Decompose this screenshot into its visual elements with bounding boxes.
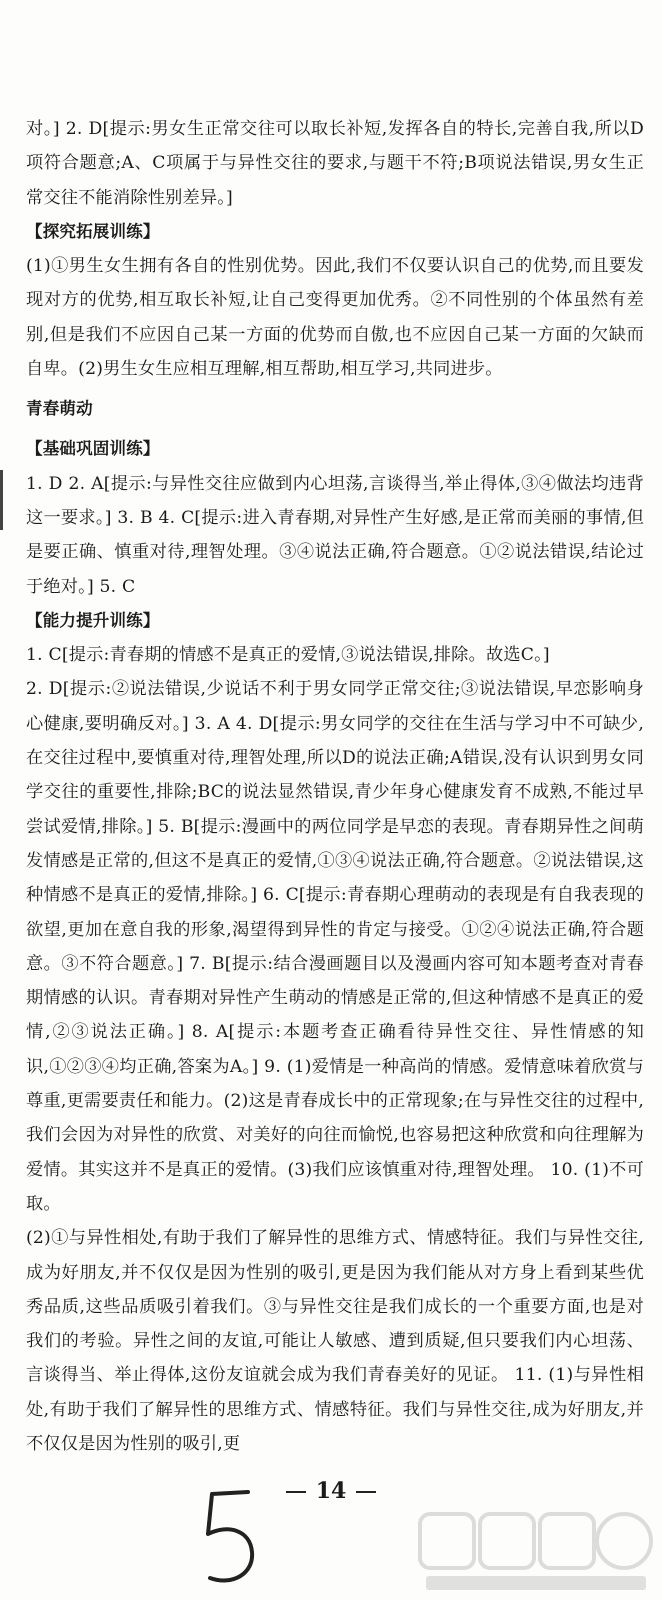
answer-content [26,112,644,1461]
section-head-basic: 【基础巩固训练】 [26,439,160,459]
footer-dash-left [286,1491,306,1493]
footer-dash-right [356,1491,376,1493]
binding-mark [0,470,3,530]
paragraph-top: 对。] 2. D[提示:男女生正常交往可以取长补短,发挥各自的特长,完善自我,所以D项符合题意;A、C项属于与异性交往的要求,与题干不符;B项说法错误,男女生正常交往不能消除性别差异。] [26,119,644,208]
page-number: 14 [315,1478,347,1504]
section-title: 青春萌动 [26,399,93,419]
section-text-ability-3: (2)①与异性相处,有助于我们了解异性的思维方式、情感特征。我们与异性交往,成为好朋友,并不仅仅是因为性别的吸引,更是因为我们能从对方身上看到某些优秀品质,这些品质吸引着我们。③与异性交往是我们成长的一个重要方面,也是对我们的考验。异性之间的友谊,可能让人敏感、遭到质疑,但只要我们内心坦荡、言谈得当、举止得体,这份友谊就会成为我们青春美好的见证。 11. (1)与异性相处,有助于我们了解异性的思维方式、情感特征。我们与异性交往,成为好朋友,并不仅仅是因为性别的吸引,更 [26,1228,644,1454]
page-footer [0,1478,662,1504]
section-head-explore: 【探究拓展训练】 [26,221,160,241]
section-text-basic: 1. D 2. A[提示:与异性交往应做到内心坦荡,言谈得当,举止得体,③④做法均违背这一要求。] 3. B 4. C[提示:进入青春期,对异性产生好感,是正常而美丽的事情,但是要正确、慎重对待,理智处理。③④说法正确,符合题意。①②说法错误,结论过于绝对。] 5. C [26,473,644,597]
watermark-logo [416,1508,656,1596]
section-text-ability-1: 1. C[提示:青春期的情感不是真正的爱情,③说法错误,排除。故选C。] [26,645,550,666]
handwritten-mark-image [198,1486,260,1590]
section-text-ability-2: 2. D[提示:②说法错误,少说话不利于男女同学正常交往;③说法错误,早恋影响身心健康,要明确反对。] 3. A 4. D[提示:男女同学的交往在生活与学习中不可缺少,在交往过程中,要慎重对待,理智处理,所以D的说法正确;A错误,没有认识到男女同学交往的重要性,排除;BC的说法显然错误,青少年身心健康发育不成熟,不能过早尝试爱情,排除。] 5. B[提示:漫画中的两位同学是早恋的表现。青春期异性之间萌发情感是正常的,但这不是真正的爱情,①③④说法正确,符合题意。②说法错误,这种情感不是真正的爱情,排除。] 6. C[提示:青春期心理萌动的表现是有自我表现的欲望,更加在意自我的形象,渴望得到异性的肯定与接受。①②④说法正确,符合题意。③不符合题意。] 7. B[提示:结合漫画题目以及漫画内容可知本题考查对青春期情感的认识。青春期对异性产生萌动的情感是正常的,但这种情感不是真正的爱情,②③说法正确。] 8. A[提示:本题考查正确看待异性交往、异性情感的知识,①②③④均正确,答案为A。] 9. (1)爱情是一种高尚的情感。爱情意味着欣赏与尊重,更需要责任和能力。(2)这是青春成长中的正常现象;在与异性交往的过程中,我们会因为对异性的欣赏、对美好的向往而愉悦,也容易把这种欣赏和向往理解为爱情。其实这并不是真正的爱情。(3)我们应该慎重对待,理智处理。 10. (1)不可取。 [26,679,644,1214]
section-head-ability: 【能力提升训练】 [26,610,160,630]
section-text-explore: (1)①男生女生拥有各自的性别优势。因此,我们不仅要认识自己的优势,而且要发现对方的优势,相互取长补短,让自己变得更加优秀。②不同性别的个体虽然有差别,但是我们不应因自己某一方面的优势而自傲,也不应因自己某一方面的欠缺而自卑。(2)男生女生应相互理解,相互帮助,相互学习,共同进步。 [26,256,644,380]
